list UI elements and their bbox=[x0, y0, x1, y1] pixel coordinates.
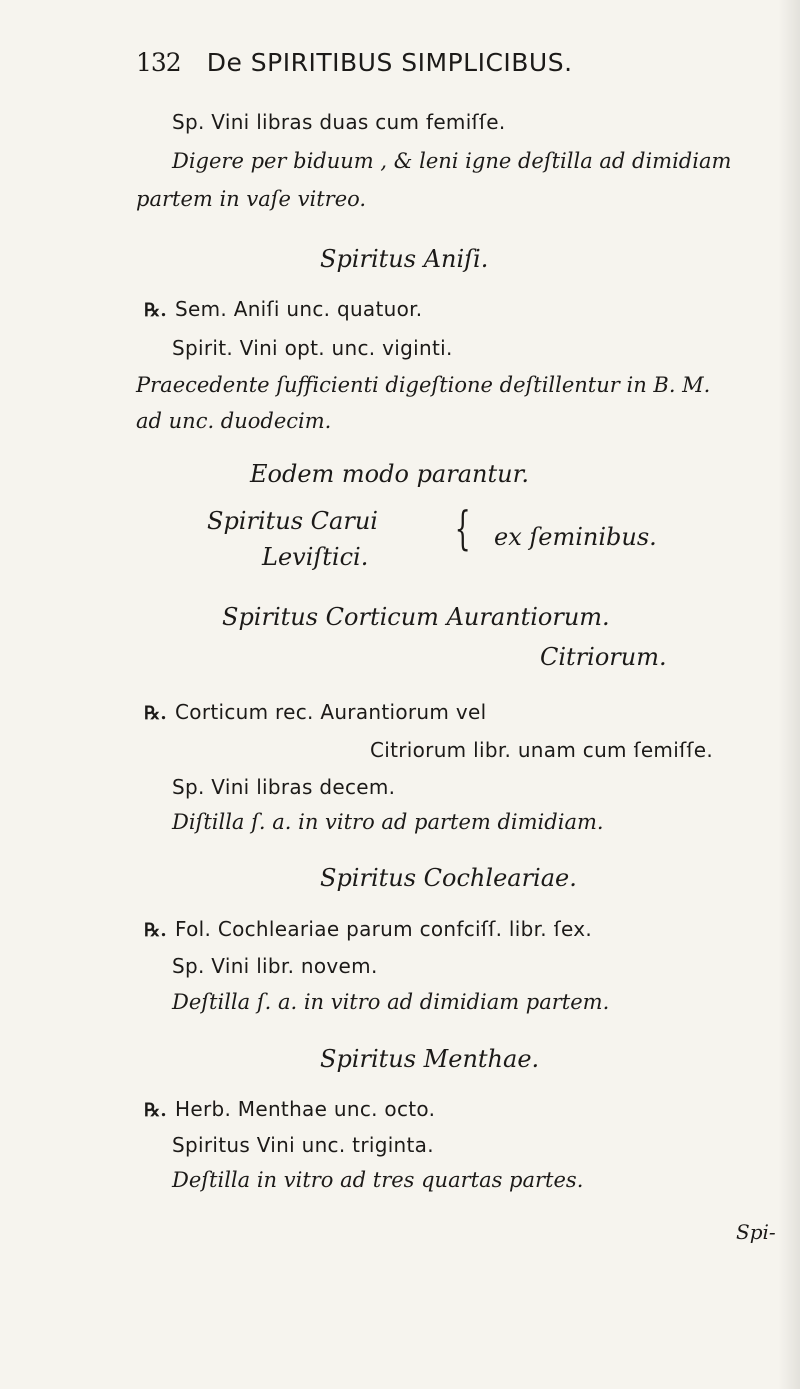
page-edge-shadow bbox=[778, 0, 800, 1389]
section-subtitle: Citriorum. bbox=[540, 643, 667, 671]
text-line: ad unc. duodecim. bbox=[136, 409, 332, 433]
page-header bbox=[136, 48, 736, 77]
recipe-text: Fol. Cochleariae parum confciſſ. libr. ſex. bbox=[175, 917, 592, 941]
recipe-line bbox=[144, 297, 422, 321]
text-line: Diſtilla ſ. a. in vitro ad partem dimidiam. bbox=[172, 810, 604, 834]
catchword: Spi- bbox=[736, 1220, 776, 1244]
text-line: Spirit. Vini opt. unc. viginti. bbox=[172, 336, 453, 360]
text-line: ex ſeminibus. bbox=[494, 523, 657, 551]
recipe-symbol: ℞. bbox=[144, 703, 168, 724]
text-line: Spiritus Carui bbox=[207, 507, 378, 535]
text-line: Sp. Vini libras decem. bbox=[172, 775, 396, 799]
text-line: Deſtilla ſ. a. in vitro ad dimidiam partem. bbox=[172, 990, 610, 1014]
recipe-line bbox=[144, 700, 486, 724]
running-title: De SPIRITIBUS SIMPLICIBUS. bbox=[206, 48, 573, 77]
section-title: Spiritus Cochleariae. bbox=[320, 864, 577, 892]
text-line: Leviſtici. bbox=[262, 543, 369, 571]
recipe-symbol: ℞. bbox=[144, 1100, 168, 1121]
section-title: Eodem modo parantur. bbox=[250, 460, 530, 488]
text-line: Deſtilla in vitro ad tres quartas partes. bbox=[172, 1168, 584, 1192]
section-title: Spiritus Aniſi. bbox=[320, 245, 489, 273]
text-line: Praecedente ſufficienti digeſtione deſtillentur in B. M. bbox=[136, 373, 711, 397]
recipe-text: Sem. Aniſi unc. quatuor. bbox=[175, 297, 423, 321]
page-number: 132 bbox=[136, 48, 181, 77]
text-line: Sp. Vini libr. novem. bbox=[172, 954, 378, 978]
recipe-text: Herb. Menthae unc. octo. bbox=[175, 1097, 436, 1121]
brace-icon: { bbox=[454, 501, 471, 555]
recipe-line bbox=[144, 917, 592, 941]
text-line: Spiritus Vini unc. triginta. bbox=[172, 1133, 434, 1157]
text-line: partem in vaſe vitreo. bbox=[136, 187, 367, 211]
recipe-text: Corticum rec. Aurantiorum vel bbox=[175, 700, 487, 724]
text-line: Digere per biduum , & leni igne deſtilla ad dimidiam bbox=[172, 149, 732, 173]
section-title: Spiritus Menthae. bbox=[320, 1045, 540, 1073]
section-title: Spiritus Corticum Aurantiorum. bbox=[222, 603, 610, 631]
text-line: Citriorum libr. unam cum ſemiſſe. bbox=[370, 738, 714, 762]
text-line: Sp. Vini libras duas cum femiſſe. bbox=[172, 110, 506, 134]
recipe-symbol: ℞. bbox=[144, 300, 168, 321]
recipe-symbol: ℞. bbox=[144, 920, 168, 941]
recipe-line bbox=[144, 1097, 435, 1121]
